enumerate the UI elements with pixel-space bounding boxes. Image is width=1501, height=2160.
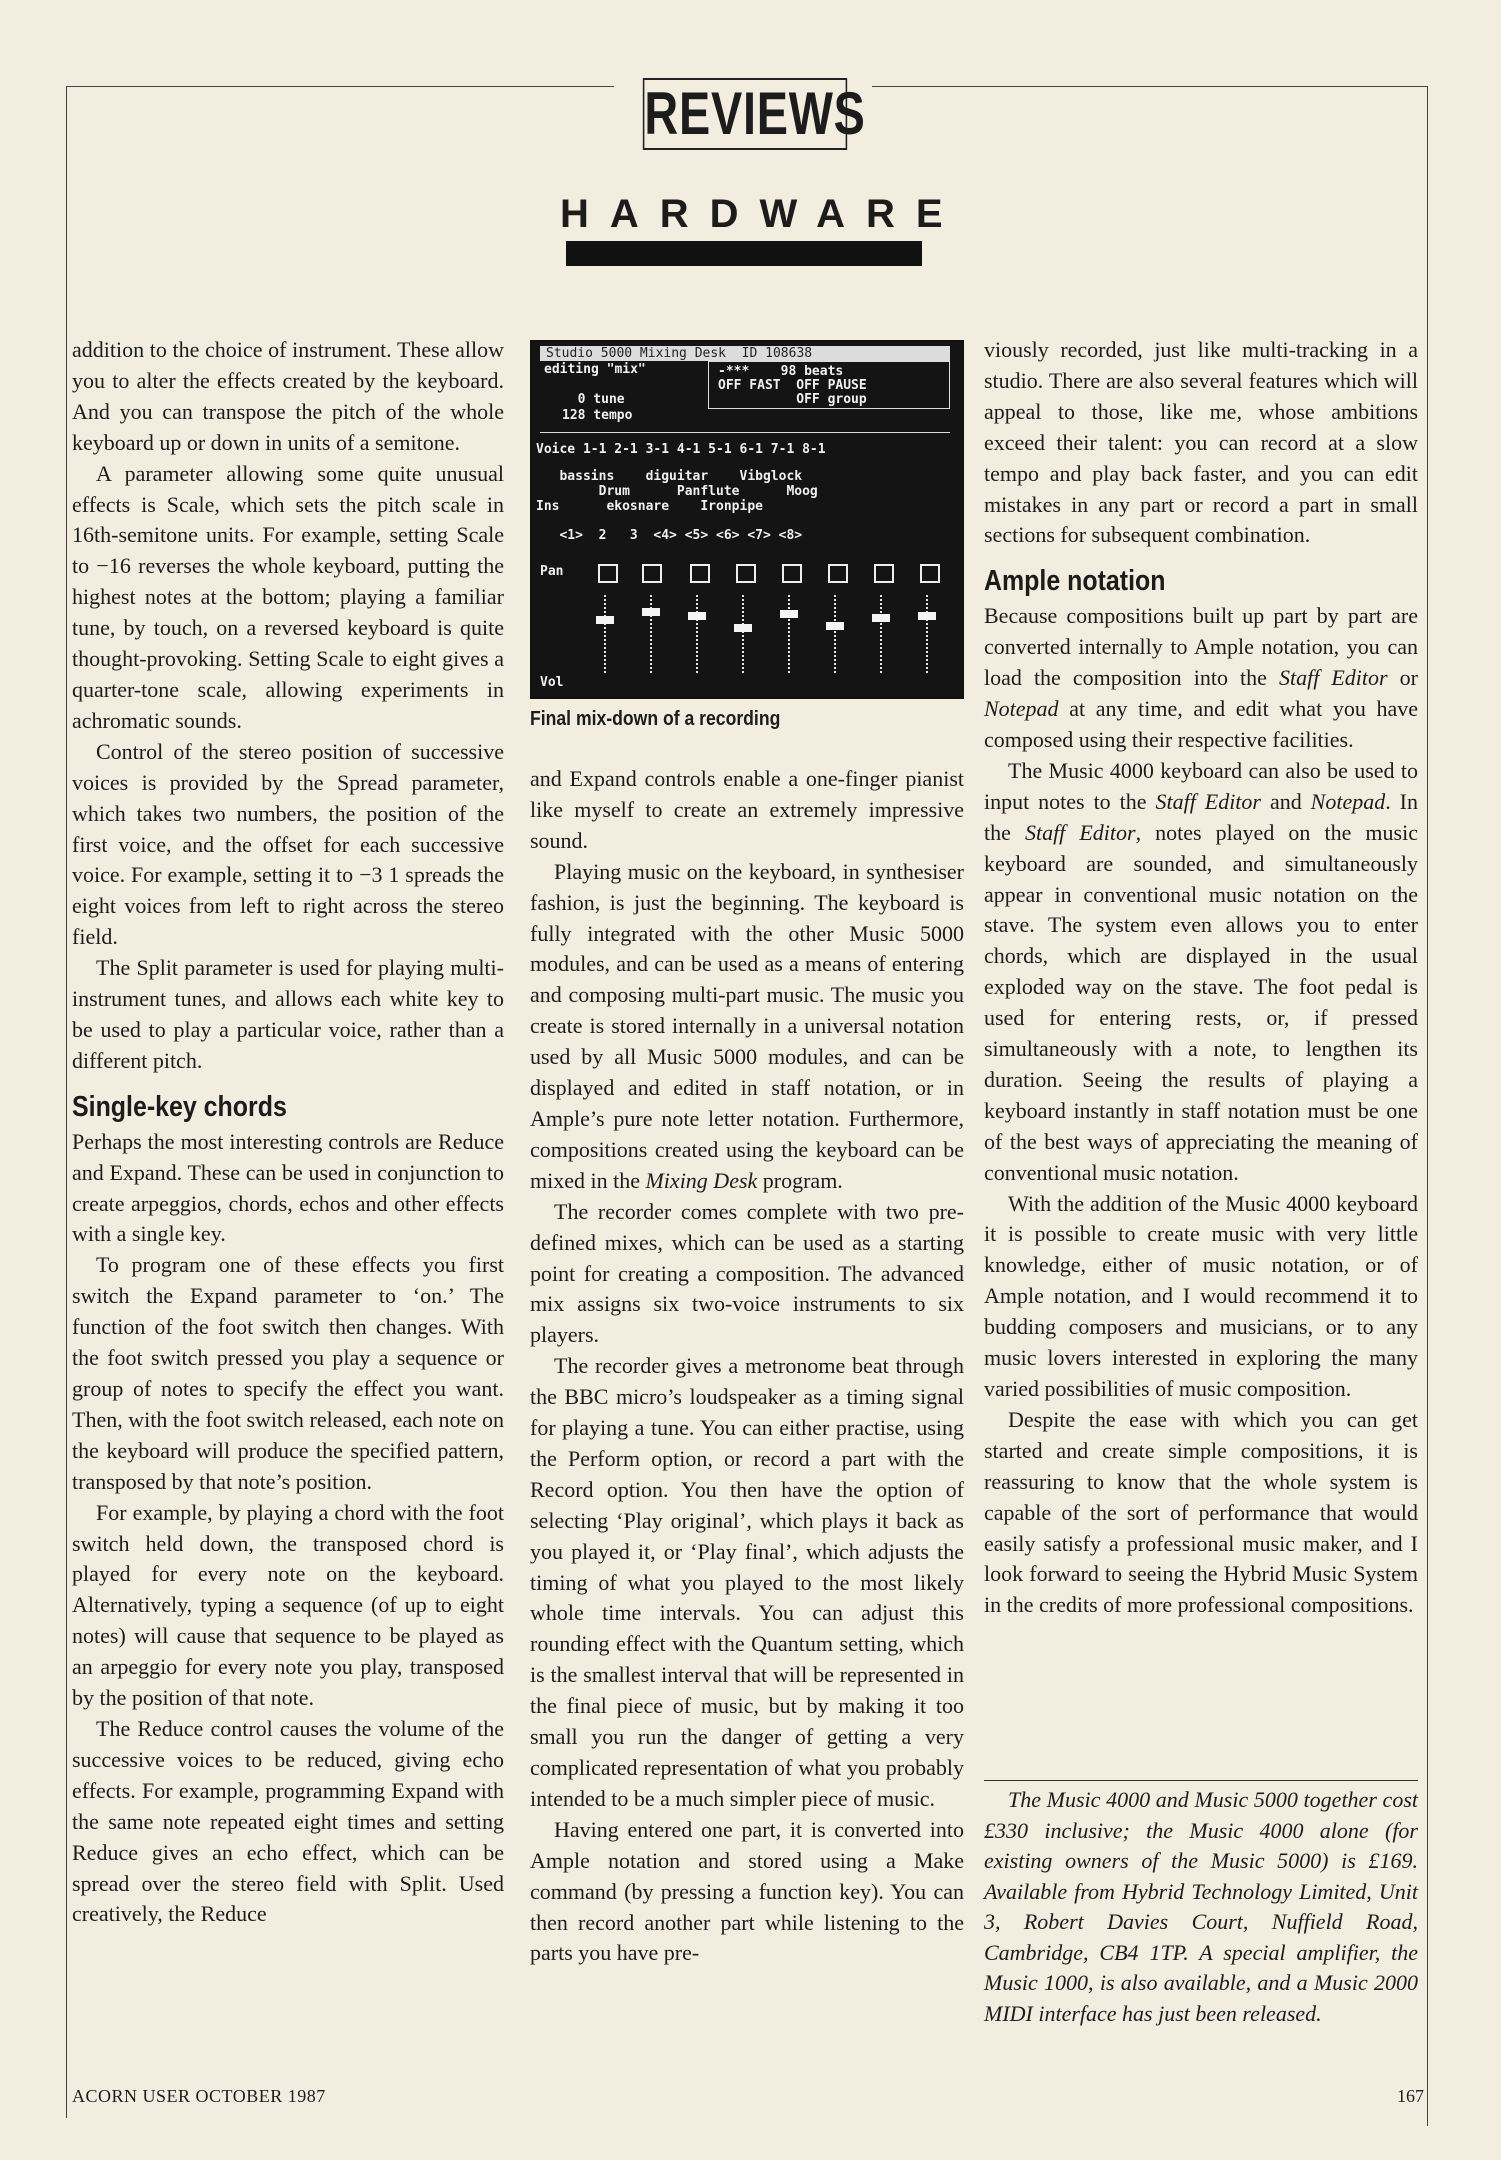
- paragraph: Having entered one part, it is converted into Ample notation and stored using a Make command (by pressing a function key). You can then record another part while listening to the parts you have pre-: [530, 1816, 964, 1966]
- pan-indicator: [642, 564, 662, 583]
- product-info-text: The Music 4000 and Music 5000 together cost £330 inclusive; the Music 4000 alone (for existing owners of the Music 5000) is £169. Available from Hybrid Technology Limited, Unit 3, Robert Davies Court, Nuffield Road, Cambridge, CB4 1TP. A special amplifier, the Music 1000, is also available, and a Music 2000 MIDI interface has just been released.: [984, 1787, 1418, 2026]
- frame-rule-right: [1427, 86, 1428, 2126]
- volume-knob: [596, 616, 614, 624]
- volume-slider: [788, 595, 794, 673]
- screen-instrument-row-1: bassins diguitar Vibglock: [536, 469, 803, 484]
- paragraph: The recorder gives a metronome beat through the BBC micro’s loudspeaker as a timing signal for playing a tune. You can either practise, using the Perform option, or record a part with the Record option. You then have the option of selecting ‘Play original’, which plays it back as you played it, or ‘Play final’, which adjusts the timing of what you played to the most likely whole time intervals. You can adjust this rounding effect with the Quantum setting, which is the smallest interval that will be represented in the final piece of music, but by making it too small you run the danger of getting a very complicated representation of what you probably intended to be a much simpler piece of music.: [530, 1353, 964, 1811]
- volume-knob: [642, 608, 660, 616]
- column-2: [530, 764, 964, 1969]
- screen-status-3: OFF group: [718, 392, 867, 407]
- volume-slider: [650, 595, 656, 673]
- volume-slider: [926, 595, 932, 673]
- volume-slider: [696, 595, 702, 673]
- volume-knob: [688, 612, 706, 620]
- volume-knob: [872, 614, 890, 622]
- screen-tune: 0 tune: [562, 392, 625, 407]
- screen-title-bar: [540, 346, 950, 361]
- paragraph: The Music 4000 keyboard can also be used to input notes to the Staff Editor and Notepad. In the Staff Editor, notes played on the music keyboard are sounded, and simultaneously appear in conventional music notation on the stave. The system even allows you to enter chords, which are displayed in the usual exploded way on the stave. The foot pedal is used for entering rests, or, if pressed simultaneously with a note, to lengthen its duration. Seeing the results of playing a keyboard instantly in staff notation must be one of the best ways of appreciating the meaning of conventional music notation.: [984, 757, 1418, 1185]
- section-bar: [566, 241, 922, 266]
- section-heading-hardware: HARDWARE: [560, 192, 964, 236]
- paragraph: Playing music on the keyboard, in synthesiser fashion, is just the beginning. The keyboard is fully integrated with the other Music 5000 modules, and can be used as a means of entering and composing multi-part music. The music you create is stored internally in a universal notation used by all Music 5000 modules, and can be displayed and edited in staff notation, or in Ample’s pure note letter notation. Furthermore, compositions created using the keyboard can be mixed in the Mixing Desk program.: [530, 858, 964, 1193]
- screen-instrument-row-3: Ins ekosnare Ironpipe: [536, 499, 763, 514]
- screen-tempo: 128 tempo: [562, 408, 633, 423]
- screen-status-1: -*** 98 beats: [718, 364, 844, 379]
- paragraph: The Split parameter is used for playing multi-instrument tunes, and allows each white key to be used to play a particular voice, rather than a different pitch.: [72, 955, 504, 1073]
- pan-indicator: [828, 564, 848, 583]
- screen-instrument-row-2: Drum Panflute Moog: [536, 484, 818, 499]
- screen-vol-label: Vol: [540, 675, 564, 690]
- paragraph: Perhaps the most interesting controls are Reduce and Expand. These can be used in conjunction to create arpeggios, chords, echos and other effects with a single key.: [72, 1128, 504, 1247]
- paragraph: addition to the choice of instrument. These allow you to alter the effects created by the keyboard. And you can transpose the pitch of the whole keyboard up or down in units of a semitone.: [72, 337, 504, 455]
- volume-slider: [604, 595, 610, 673]
- mixing-desk-screenshot: [530, 340, 964, 699]
- screen-voice-row: Voice 1-1 2-1 3-1 4-1 5-1 6-1 7-1 8-1: [536, 442, 826, 457]
- screen-channel-row: <1> 2 3 <4> <5> <6> <7> <8>: [536, 528, 803, 543]
- subheading-ample-notation: Ample notation: [984, 565, 1166, 598]
- paragraph: Control of the stereo position of successive voices is provided by the Spread parameter, which takes two numbers, the position of the first voice, and the offset for each successive voice. For example, setting it to −3 1 spreads the eight voices from left to right across the stereo field.: [72, 738, 504, 950]
- pan-indicator: [736, 564, 756, 583]
- paragraph: To program one of these effects you first switch the Expand parameter to ‘on.’ The function of the foot switch then changes. With the foot switch pressed you play a sequence or group of notes to specify the effect you want. Then, with the foot switch released, each note on the keyboard will produce the specified pattern, transposed by that note’s position.: [72, 1252, 504, 1494]
- screen-pan-label: Pan: [540, 564, 564, 579]
- pan-indicator: [690, 564, 710, 583]
- frame-rule-top-left: [66, 86, 614, 87]
- paragraph: viously recorded, just like multi-tracking in a studio. There are also several features which will appeal to those, like me, whose ambitions exceed their talent: you can record at a slow tempo and play back faster, and you can edit mistakes in any part or record a part in small sections for subsequent combination.: [984, 337, 1418, 548]
- screen-editing: editing "mix": [544, 362, 646, 377]
- product-info-box: [984, 1780, 1418, 2029]
- pan-indicator: [874, 564, 894, 583]
- column-3: [984, 335, 1418, 1621]
- screen-divider: [540, 432, 950, 433]
- paragraph: For example, by playing a chord with the foot switch held down, the transposed chord is played for every note on the keyboard. Alternatively, typing a sequence (of up to eight notes) will cause that sequence to be played as an arpeggio for every note you play, transposed by the position of that note.: [72, 1499, 504, 1711]
- volume-knob: [780, 610, 798, 618]
- volume-slider: [880, 595, 886, 673]
- paragraph: and Expand controls enable a one-finger pianist like myself to create an extremely impressive sound.: [530, 766, 964, 853]
- volume-slider: [834, 595, 840, 673]
- pan-indicator: [920, 564, 940, 583]
- paragraph: The Reduce control causes the volume of the successive voices to be reduced, giving echo effects. For example, programming Expand with the same note repeated eight times and setting Reduce gives an echo effect, which can be spread over the stereo field with Split. Used creatively, the Reduce: [72, 1715, 504, 1927]
- paragraph: Because compositions built up part by part are converted internally to Ample notation, you can load the composition into the Staff Editor or Notepad at any time, and edit what you have composed using their respective facilities.: [984, 603, 1419, 752]
- paragraph: With the addition of the Music 4000 keyboard it is possible to create music with very little knowledge, either of music notation, or of Ample notation, and I would recommend it to budding composers and musicians, or to any music lovers interested in exploring the many varied possibilities of music composition.: [984, 1190, 1418, 1401]
- pan-indicator: [598, 564, 618, 583]
- page-number: 167: [1397, 2086, 1424, 2106]
- volume-knob: [734, 624, 752, 632]
- column-1: [72, 335, 504, 1930]
- screen-status-2: OFF FAST OFF PAUSE: [718, 378, 867, 393]
- volume-knob: [826, 622, 844, 630]
- frame-rule-left: [66, 86, 67, 2118]
- paragraph: Despite the ease with which you can get started and create simple compositions, it is reassuring to know that the whole system is capable of the sort of performance that would easily satisfy a professional music maker, and I look forward to seeing the Hybrid Music System in the credits of more professional compositions.: [984, 1406, 1418, 1618]
- paragraph: A parameter allowing some quite unusual effects is Scale, which sets the pitch scale in 16th-semitone units. For example, setting Scale to −16 reverses the whole keyboard, putting the highest notes at the bottom; playing a familiar tune, by touch, on a reversed keyboard is quite thought-provoking. Setting Scale to eight gives a quarter-tone scale, allowing experiments in achromatic sounds.: [72, 460, 504, 733]
- masthead-reviews: REVIEWS: [643, 78, 847, 150]
- figure-caption: Final mix-down of a recording: [530, 708, 781, 730]
- subheading-single-key-chords: Single-key chords: [72, 1090, 287, 1123]
- volume-slider: [742, 595, 748, 673]
- footer-publication: ACORN USER OCTOBER 1987: [72, 2086, 326, 2106]
- volume-knob: [918, 612, 936, 620]
- screen-title: Studio 5000 Mixing Desk ID 108638: [546, 346, 813, 361]
- pan-indicator: [782, 564, 802, 583]
- paragraph: The recorder comes complete with two pre-defined mixes, which can be used as a starting point for creating a composition. The advanced mix assigns six two-voice instruments to six players.: [530, 1198, 964, 1348]
- frame-rule-top-right: [872, 86, 1428, 87]
